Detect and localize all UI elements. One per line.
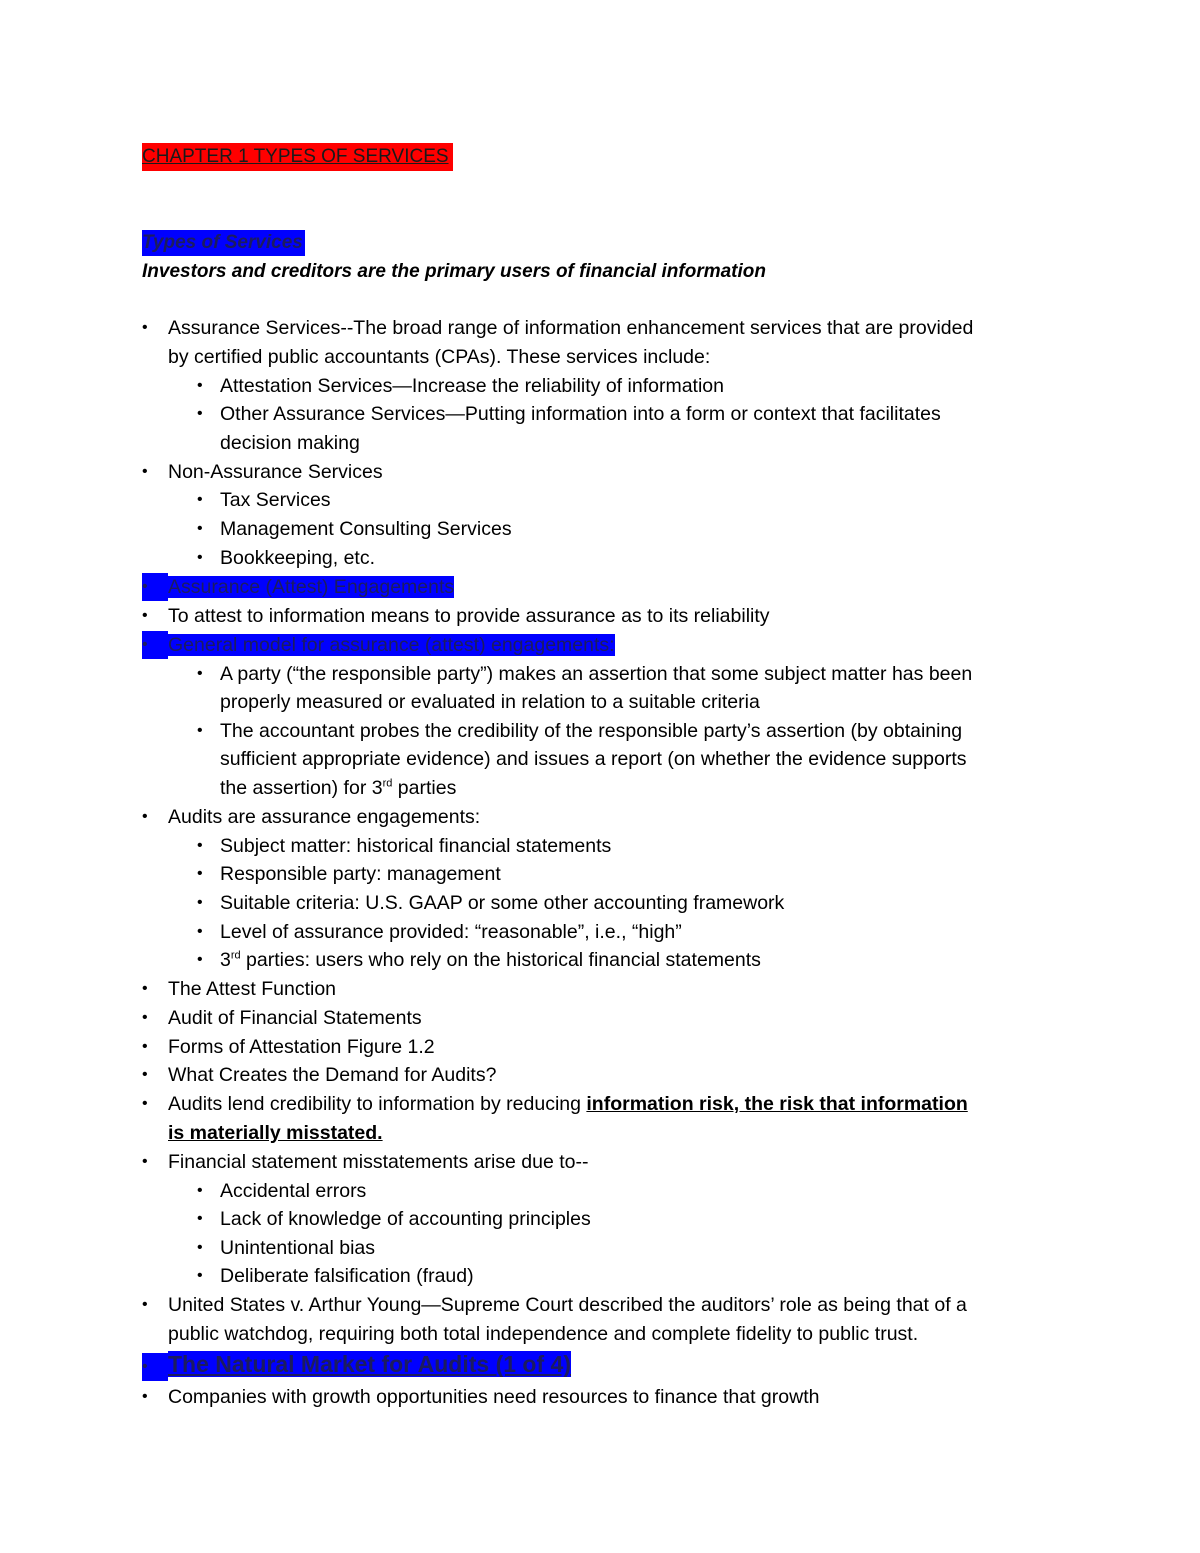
bullet-icon: • <box>197 1210 203 1227</box>
list-item: United States v. Arthur Young—Supreme Court described the auditors’ role as being that of a <box>168 1294 967 1316</box>
list-item: A party (“the responsible party”) makes an assertion that some subject matter has been <box>220 663 973 685</box>
bullet-icon: • <box>197 837 203 854</box>
bullet-icon: • <box>142 463 148 480</box>
bullet-icon: • <box>142 631 168 659</box>
list-item: Audit of Financial Statements <box>168 1007 422 1029</box>
bullet-icon: • <box>197 894 203 911</box>
list-item: Suitable criteria: U.S. GAAP or some other accounting framework <box>220 892 785 914</box>
list-item: Forms of Attestation Figure 1.2 <box>168 1036 435 1058</box>
list-item: Other Assurance Services—Putting information into a form or context that facilitates <box>220 403 941 425</box>
list-item: Companies with growth opportunities need resources to finance that growth <box>168 1386 820 1408</box>
list-item: To attest to information means to provide assurance as to its reliability <box>168 605 770 627</box>
bullet-icon: • <box>142 1388 148 1405</box>
bullet-icon: • <box>197 520 203 537</box>
list-item: Audits lend credibility to information by reducing information risk, the risk that information <box>168 1093 968 1115</box>
list-item: 3rd parties: users who rely on the historical financial statements <box>220 949 761 971</box>
list-item: General model for assurance (attest) engagements: <box>168 634 615 656</box>
bullet-icon: • <box>142 607 148 624</box>
bullet-icon: • <box>197 549 203 566</box>
bullet-icon: • <box>142 1296 148 1313</box>
list-item: Assurance Services--The broad range of information enhancement services that are provided <box>168 317 974 339</box>
list-item: Management Consulting Services <box>220 518 512 540</box>
list-item: is materially misstated. <box>168 1122 383 1144</box>
list-item: by certified public accountants (CPAs). These services include: <box>168 346 711 368</box>
list-item: Attestation Services—Increase the reliability of information <box>220 375 724 397</box>
list-item: the assertion) for 3rd parties <box>220 777 457 799</box>
list-item: Lack of knowledge of accounting principles <box>220 1208 591 1230</box>
bullet-icon: • <box>142 573 168 601</box>
bullet-icon: • <box>197 665 203 682</box>
list-item: The Attest Function <box>168 978 337 1000</box>
bullet-icon: • <box>142 319 148 336</box>
bullet-icon: • <box>197 865 203 882</box>
section-heading: Types of Services <box>142 230 305 256</box>
list-item: public watchdog, requiring both total independence and complete fidelity to public trust. <box>168 1323 919 1345</box>
list-item: sufficient appropriate evidence) and issues a report (on whether the evidence supports <box>220 748 967 770</box>
subtitle: Investors and creditors are the primary users of financial information <box>142 261 767 282</box>
bullet-icon: • <box>142 1153 148 1170</box>
list-item: Unintentional bias <box>220 1237 376 1259</box>
chapter-title: CHAPTER 1 TYPES OF SERVICES <box>142 143 453 171</box>
list-item: Audits are assurance engagements: <box>168 806 481 828</box>
bullet-icon: • <box>197 1182 203 1199</box>
bullet-icon: • <box>197 722 203 739</box>
list-item: properly measured or evaluated in relation to a suitable criteria <box>220 691 760 713</box>
list-item: Level of assurance provided: “reasonable”, i.e., “high” <box>220 921 682 943</box>
bullet-icon: • <box>142 980 148 997</box>
list-item: Assurance (Attest) Engagements <box>168 576 455 598</box>
bullet-icon: • <box>197 377 203 394</box>
bullet-icon: • <box>197 1267 203 1284</box>
bullet-icon: • <box>142 808 148 825</box>
list-item: Subject matter: historical financial statements <box>220 835 612 857</box>
list-item: Accidental errors <box>220 1180 367 1202</box>
bullet-icon: • <box>142 1095 148 1112</box>
bullet-icon: • <box>142 1353 168 1381</box>
list-item: decision making <box>220 432 360 454</box>
list-item: The accountant probes the credibility of the responsible party’s assertion (by obtaining <box>220 720 963 742</box>
list-item: Responsible party: management <box>220 863 501 885</box>
bullet-icon: • <box>142 1009 148 1026</box>
list-item: Tax Services <box>220 489 331 511</box>
list-item: Deliberate falsification (fraud) <box>220 1265 474 1287</box>
list-item: What Creates the Demand for Audits? <box>168 1064 497 1086</box>
bullet-icon: • <box>197 491 203 508</box>
bullet-icon: • <box>197 1239 203 1256</box>
bullet-icon: • <box>142 1066 148 1083</box>
list-item: Bookkeeping, etc. <box>220 547 376 569</box>
bullet-icon: • <box>197 405 203 422</box>
list-item: The Natural Market for Audits (1 of 4) <box>168 1351 571 1377</box>
list-item: Financial statement misstatements arise due to-- <box>168 1151 589 1173</box>
list-item: Non-Assurance Services <box>168 461 383 483</box>
bullet-icon: • <box>197 923 203 940</box>
bullet-icon: • <box>197 951 203 968</box>
bullet-icon: • <box>142 1038 148 1055</box>
